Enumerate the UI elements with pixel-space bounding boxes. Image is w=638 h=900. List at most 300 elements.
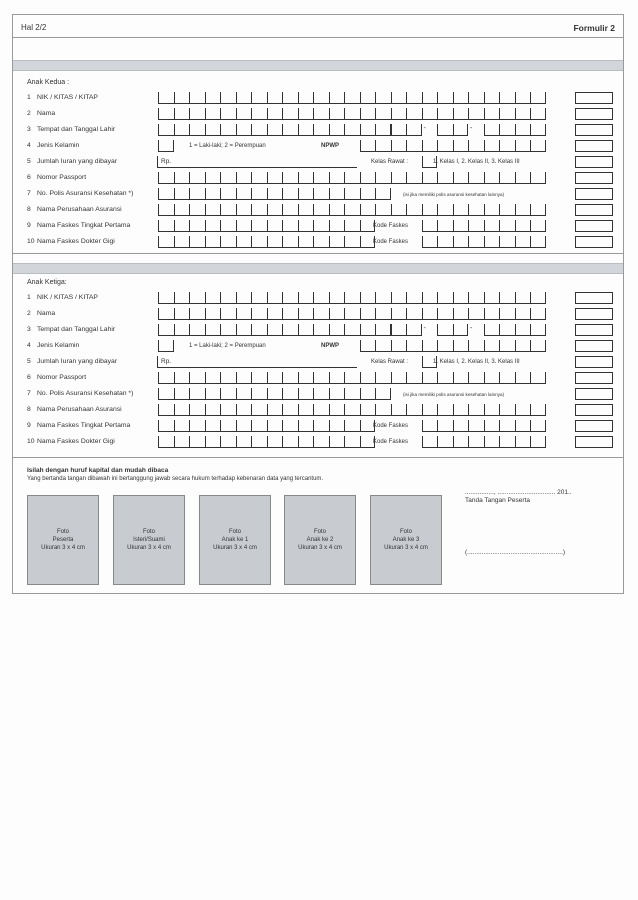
side-check-box[interactable] (575, 404, 613, 416)
char-box[interactable] (344, 92, 360, 104)
side-check-box[interactable] (575, 388, 613, 400)
char-box[interactable] (375, 372, 391, 384)
char-box[interactable] (453, 220, 469, 232)
char-boxes[interactable] (158, 372, 546, 384)
char-boxes[interactable] (391, 124, 422, 136)
char-box[interactable] (530, 372, 546, 384)
char-box[interactable] (515, 308, 531, 320)
char-box[interactable] (360, 388, 376, 400)
side-check-box[interactable] (575, 188, 613, 200)
char-box[interactable] (344, 204, 360, 216)
char-box[interactable] (298, 404, 314, 416)
char-box[interactable] (236, 436, 252, 448)
char-box[interactable] (468, 308, 484, 320)
char-box[interactable] (437, 420, 453, 432)
char-box[interactable] (360, 308, 376, 320)
char-box[interactable] (158, 172, 174, 184)
char-box[interactable] (282, 172, 298, 184)
char-boxes[interactable] (158, 420, 375, 432)
char-box[interactable] (158, 404, 174, 416)
char-box[interactable] (189, 220, 205, 232)
char-box[interactable] (158, 292, 174, 304)
char-box[interactable] (344, 420, 360, 432)
char-box[interactable] (360, 404, 376, 416)
char-box[interactable] (251, 92, 267, 104)
char-box[interactable] (344, 436, 360, 448)
char-box[interactable] (329, 108, 345, 120)
char-box[interactable] (422, 340, 438, 352)
char-box[interactable] (391, 108, 407, 120)
char-box[interactable] (220, 124, 236, 136)
char-box[interactable] (251, 420, 267, 432)
char-box[interactable] (484, 124, 500, 136)
char-boxes[interactable] (360, 340, 546, 352)
char-box[interactable] (422, 372, 438, 384)
char-box[interactable] (329, 236, 345, 248)
char-boxes[interactable] (484, 324, 546, 336)
char-box[interactable] (453, 308, 469, 320)
char-box[interactable] (530, 436, 546, 448)
char-box[interactable] (205, 372, 221, 384)
char-box[interactable] (220, 92, 236, 104)
char-box[interactable] (360, 172, 376, 184)
char-box[interactable] (282, 188, 298, 200)
char-box[interactable] (298, 420, 314, 432)
char-box[interactable] (499, 140, 515, 152)
char-box[interactable] (375, 188, 391, 200)
char-box[interactable] (174, 372, 190, 384)
char-box[interactable] (344, 220, 360, 232)
char-box[interactable] (236, 308, 252, 320)
char-box[interactable] (530, 340, 546, 352)
char-boxes[interactable] (158, 436, 375, 448)
char-box[interactable] (313, 324, 329, 336)
side-check-box[interactable] (575, 356, 613, 368)
char-boxes[interactable] (422, 420, 546, 432)
char-box[interactable] (298, 124, 314, 136)
char-box[interactable] (375, 172, 391, 184)
char-box[interactable] (515, 324, 531, 336)
char-box[interactable] (205, 124, 221, 136)
char-box[interactable] (375, 388, 391, 400)
char-box[interactable] (422, 204, 438, 216)
char-box[interactable] (499, 220, 515, 232)
char-box[interactable] (251, 220, 267, 232)
char-box[interactable] (298, 436, 314, 448)
char-box[interactable] (205, 172, 221, 184)
char-box[interactable] (267, 388, 283, 400)
char-box[interactable] (453, 372, 469, 384)
char-box[interactable] (422, 420, 438, 432)
char-box[interactable] (189, 124, 205, 136)
char-box[interactable] (329, 124, 345, 136)
char-box[interactable] (468, 92, 484, 104)
char-box[interactable] (251, 404, 267, 416)
char-box[interactable] (158, 140, 174, 152)
char-boxes[interactable] (158, 340, 174, 352)
char-box[interactable] (530, 236, 546, 248)
char-box[interactable] (391, 340, 407, 352)
side-check-box[interactable] (575, 436, 613, 448)
char-box[interactable] (391, 92, 407, 104)
char-box[interactable] (236, 236, 252, 248)
char-boxes[interactable] (158, 220, 375, 232)
char-box[interactable] (468, 220, 484, 232)
char-box[interactable] (282, 388, 298, 400)
char-box[interactable] (453, 108, 469, 120)
char-box[interactable] (515, 436, 531, 448)
char-box[interactable] (453, 324, 469, 336)
char-box[interactable] (174, 236, 190, 248)
char-box[interactable] (422, 220, 438, 232)
char-box[interactable] (189, 388, 205, 400)
char-box[interactable] (422, 436, 438, 448)
char-box[interactable] (360, 204, 376, 216)
side-check-box[interactable] (575, 172, 613, 184)
char-box[interactable] (484, 204, 500, 216)
char-box[interactable] (499, 324, 515, 336)
char-box[interactable] (484, 372, 500, 384)
char-box[interactable] (453, 404, 469, 416)
char-box[interactable] (220, 404, 236, 416)
side-check-box[interactable] (575, 292, 613, 304)
char-box[interactable] (282, 236, 298, 248)
char-boxes[interactable] (158, 172, 546, 184)
char-box[interactable] (220, 108, 236, 120)
side-check-box[interactable] (575, 156, 613, 168)
char-box[interactable] (313, 188, 329, 200)
char-box[interactable] (484, 236, 500, 248)
char-box[interactable] (189, 172, 205, 184)
char-box[interactable] (329, 404, 345, 416)
char-box[interactable] (267, 420, 283, 432)
char-box[interactable] (329, 172, 345, 184)
char-box[interactable] (484, 340, 500, 352)
char-box[interactable] (158, 308, 174, 320)
char-box[interactable] (189, 436, 205, 448)
char-box[interactable] (205, 324, 221, 336)
char-box[interactable] (453, 172, 469, 184)
char-box[interactable] (236, 204, 252, 216)
side-check-box[interactable] (575, 204, 613, 216)
side-check-box[interactable] (575, 324, 613, 336)
side-check-box[interactable] (575, 220, 613, 232)
char-box[interactable] (375, 108, 391, 120)
char-box[interactable] (329, 388, 345, 400)
char-box[interactable] (360, 188, 376, 200)
char-box[interactable] (251, 124, 267, 136)
char-box[interactable] (530, 92, 546, 104)
char-box[interactable] (375, 324, 391, 336)
char-box[interactable] (205, 436, 221, 448)
char-box[interactable] (437, 140, 453, 152)
char-box[interactable] (298, 388, 314, 400)
char-box[interactable] (267, 92, 283, 104)
char-box[interactable] (282, 436, 298, 448)
char-boxes[interactable] (158, 404, 546, 416)
char-box[interactable] (375, 292, 391, 304)
char-box[interactable] (298, 372, 314, 384)
char-box[interactable] (422, 172, 438, 184)
char-box[interactable] (205, 220, 221, 232)
char-box[interactable] (267, 204, 283, 216)
char-box[interactable] (174, 308, 190, 320)
char-box[interactable] (236, 404, 252, 416)
char-box[interactable] (391, 140, 407, 152)
char-box[interactable] (499, 420, 515, 432)
char-box[interactable] (453, 124, 469, 136)
char-box[interactable] (174, 324, 190, 336)
char-box[interactable] (406, 140, 422, 152)
char-box[interactable] (329, 204, 345, 216)
char-box[interactable] (313, 124, 329, 136)
char-box[interactable] (174, 220, 190, 232)
char-box[interactable] (251, 188, 267, 200)
char-boxes[interactable] (158, 108, 546, 120)
char-box[interactable] (422, 292, 438, 304)
char-box[interactable] (375, 340, 391, 352)
char-box[interactable] (515, 372, 531, 384)
char-box[interactable] (468, 404, 484, 416)
char-boxes[interactable] (391, 324, 422, 336)
char-box[interactable] (515, 220, 531, 232)
char-box[interactable] (437, 220, 453, 232)
char-boxes[interactable] (158, 324, 391, 336)
char-box[interactable] (530, 404, 546, 416)
char-box[interactable] (158, 236, 174, 248)
char-box[interactable] (158, 388, 174, 400)
char-box[interactable] (515, 340, 531, 352)
char-box[interactable] (298, 324, 314, 336)
char-box[interactable] (251, 172, 267, 184)
char-box[interactable] (313, 388, 329, 400)
char-box[interactable] (313, 420, 329, 432)
char-box[interactable] (499, 340, 515, 352)
char-box[interactable] (453, 140, 469, 152)
char-box[interactable] (158, 436, 174, 448)
char-box[interactable] (174, 420, 190, 432)
char-box[interactable] (298, 188, 314, 200)
signature-date-line[interactable]: ................, ................................ 201.. (465, 489, 572, 496)
char-box[interactable] (298, 172, 314, 184)
char-box[interactable] (499, 92, 515, 104)
char-box[interactable] (391, 204, 407, 216)
char-box[interactable] (468, 420, 484, 432)
char-box[interactable] (189, 292, 205, 304)
char-box[interactable] (375, 308, 391, 320)
char-box[interactable] (329, 420, 345, 432)
char-box[interactable] (236, 420, 252, 432)
char-box[interactable] (484, 108, 500, 120)
char-box[interactable] (437, 436, 453, 448)
char-box[interactable] (360, 140, 376, 152)
char-box[interactable] (174, 436, 190, 448)
char-box[interactable] (468, 292, 484, 304)
char-box[interactable] (344, 292, 360, 304)
char-boxes[interactable] (158, 308, 546, 320)
char-box[interactable] (282, 404, 298, 416)
char-box[interactable] (360, 108, 376, 120)
char-box[interactable] (298, 108, 314, 120)
char-box[interactable] (282, 308, 298, 320)
char-box[interactable] (329, 436, 345, 448)
char-box[interactable] (205, 204, 221, 216)
char-box[interactable] (329, 220, 345, 232)
char-box[interactable] (251, 292, 267, 304)
char-box[interactable] (499, 108, 515, 120)
char-box[interactable] (205, 292, 221, 304)
char-box[interactable] (282, 92, 298, 104)
char-box[interactable] (267, 308, 283, 320)
iuran-input[interactable]: Rp. (157, 156, 357, 168)
char-box[interactable] (251, 388, 267, 400)
char-box[interactable] (174, 204, 190, 216)
char-box[interactable] (298, 308, 314, 320)
char-box[interactable] (313, 308, 329, 320)
char-box[interactable] (360, 340, 376, 352)
char-box[interactable] (406, 308, 422, 320)
signature-name-line[interactable]: (.....................................................) (465, 549, 566, 556)
char-box[interactable] (329, 308, 345, 320)
char-box[interactable] (468, 340, 484, 352)
char-box[interactable] (158, 124, 174, 136)
char-box[interactable] (220, 420, 236, 432)
char-box[interactable] (344, 188, 360, 200)
char-box[interactable] (530, 292, 546, 304)
char-box[interactable] (437, 340, 453, 352)
char-box[interactable] (499, 172, 515, 184)
char-box[interactable] (437, 308, 453, 320)
char-box[interactable] (391, 372, 407, 384)
char-box[interactable] (220, 220, 236, 232)
char-box[interactable] (267, 404, 283, 416)
char-box[interactable] (158, 92, 174, 104)
char-box[interactable] (282, 292, 298, 304)
char-box[interactable] (515, 404, 531, 416)
char-box[interactable] (251, 436, 267, 448)
char-box[interactable] (499, 436, 515, 448)
char-box[interactable] (360, 124, 376, 136)
char-boxes[interactable] (158, 388, 391, 400)
char-box[interactable] (236, 372, 252, 384)
char-box[interactable] (267, 372, 283, 384)
char-box[interactable] (189, 308, 205, 320)
char-box[interactable] (530, 324, 546, 336)
char-box[interactable] (267, 188, 283, 200)
char-box[interactable] (453, 204, 469, 216)
char-box[interactable] (391, 124, 407, 136)
char-box[interactable] (251, 108, 267, 120)
char-box[interactable] (251, 308, 267, 320)
char-box[interactable] (375, 140, 391, 152)
char-box[interactable] (484, 404, 500, 416)
char-box[interactable] (499, 124, 515, 136)
char-box[interactable] (422, 140, 438, 152)
char-box[interactable] (484, 436, 500, 448)
char-box[interactable] (189, 372, 205, 384)
char-box[interactable] (236, 188, 252, 200)
char-box[interactable] (437, 204, 453, 216)
char-box[interactable] (344, 108, 360, 120)
side-check-box[interactable] (575, 108, 613, 120)
char-box[interactable] (298, 220, 314, 232)
char-box[interactable] (499, 236, 515, 248)
char-box[interactable] (174, 92, 190, 104)
char-box[interactable] (282, 108, 298, 120)
char-box[interactable] (515, 124, 531, 136)
char-box[interactable] (499, 372, 515, 384)
char-box[interactable] (344, 324, 360, 336)
char-box[interactable] (220, 388, 236, 400)
char-boxes[interactable] (360, 140, 546, 152)
char-box[interactable] (484, 292, 500, 304)
char-boxes[interactable] (158, 92, 546, 104)
char-box[interactable] (437, 404, 453, 416)
char-box[interactable] (329, 292, 345, 304)
char-box[interactable] (422, 308, 438, 320)
char-box[interactable] (205, 388, 221, 400)
char-box[interactable] (406, 108, 422, 120)
char-box[interactable] (484, 172, 500, 184)
char-box[interactable] (391, 404, 407, 416)
char-box[interactable] (406, 404, 422, 416)
char-boxes[interactable] (158, 236, 375, 248)
char-box[interactable] (313, 372, 329, 384)
char-boxes[interactable] (158, 188, 391, 200)
side-check-box[interactable] (575, 340, 613, 352)
char-box[interactable] (158, 188, 174, 200)
char-box[interactable] (329, 92, 345, 104)
char-boxes[interactable] (158, 124, 391, 136)
char-box[interactable] (282, 220, 298, 232)
char-box[interactable] (205, 92, 221, 104)
char-box[interactable] (205, 404, 221, 416)
char-box[interactable] (329, 324, 345, 336)
char-box[interactable] (236, 324, 252, 336)
side-check-box[interactable] (575, 140, 613, 152)
char-box[interactable] (453, 436, 469, 448)
side-check-box[interactable] (575, 236, 613, 248)
char-box[interactable] (313, 172, 329, 184)
char-box[interactable] (344, 404, 360, 416)
char-box[interactable] (484, 220, 500, 232)
char-box[interactable] (267, 324, 283, 336)
char-box[interactable] (189, 108, 205, 120)
char-box[interactable] (360, 372, 376, 384)
char-box[interactable] (189, 324, 205, 336)
char-box[interactable] (329, 372, 345, 384)
char-box[interactable] (391, 324, 407, 336)
char-box[interactable] (453, 420, 469, 432)
char-box[interactable] (189, 92, 205, 104)
char-box[interactable] (236, 220, 252, 232)
side-check-box[interactable] (575, 92, 613, 104)
char-box[interactable] (344, 308, 360, 320)
char-box[interactable] (437, 236, 453, 248)
char-boxes[interactable] (437, 324, 468, 336)
side-check-box[interactable] (575, 308, 613, 320)
char-box[interactable] (391, 292, 407, 304)
char-box[interactable] (453, 236, 469, 248)
char-box[interactable] (515, 420, 531, 432)
char-box[interactable] (437, 124, 453, 136)
char-box[interactable] (236, 388, 252, 400)
char-box[interactable] (329, 188, 345, 200)
char-box[interactable] (267, 124, 283, 136)
char-box[interactable] (468, 172, 484, 184)
char-box[interactable] (313, 220, 329, 232)
char-box[interactable] (453, 340, 469, 352)
